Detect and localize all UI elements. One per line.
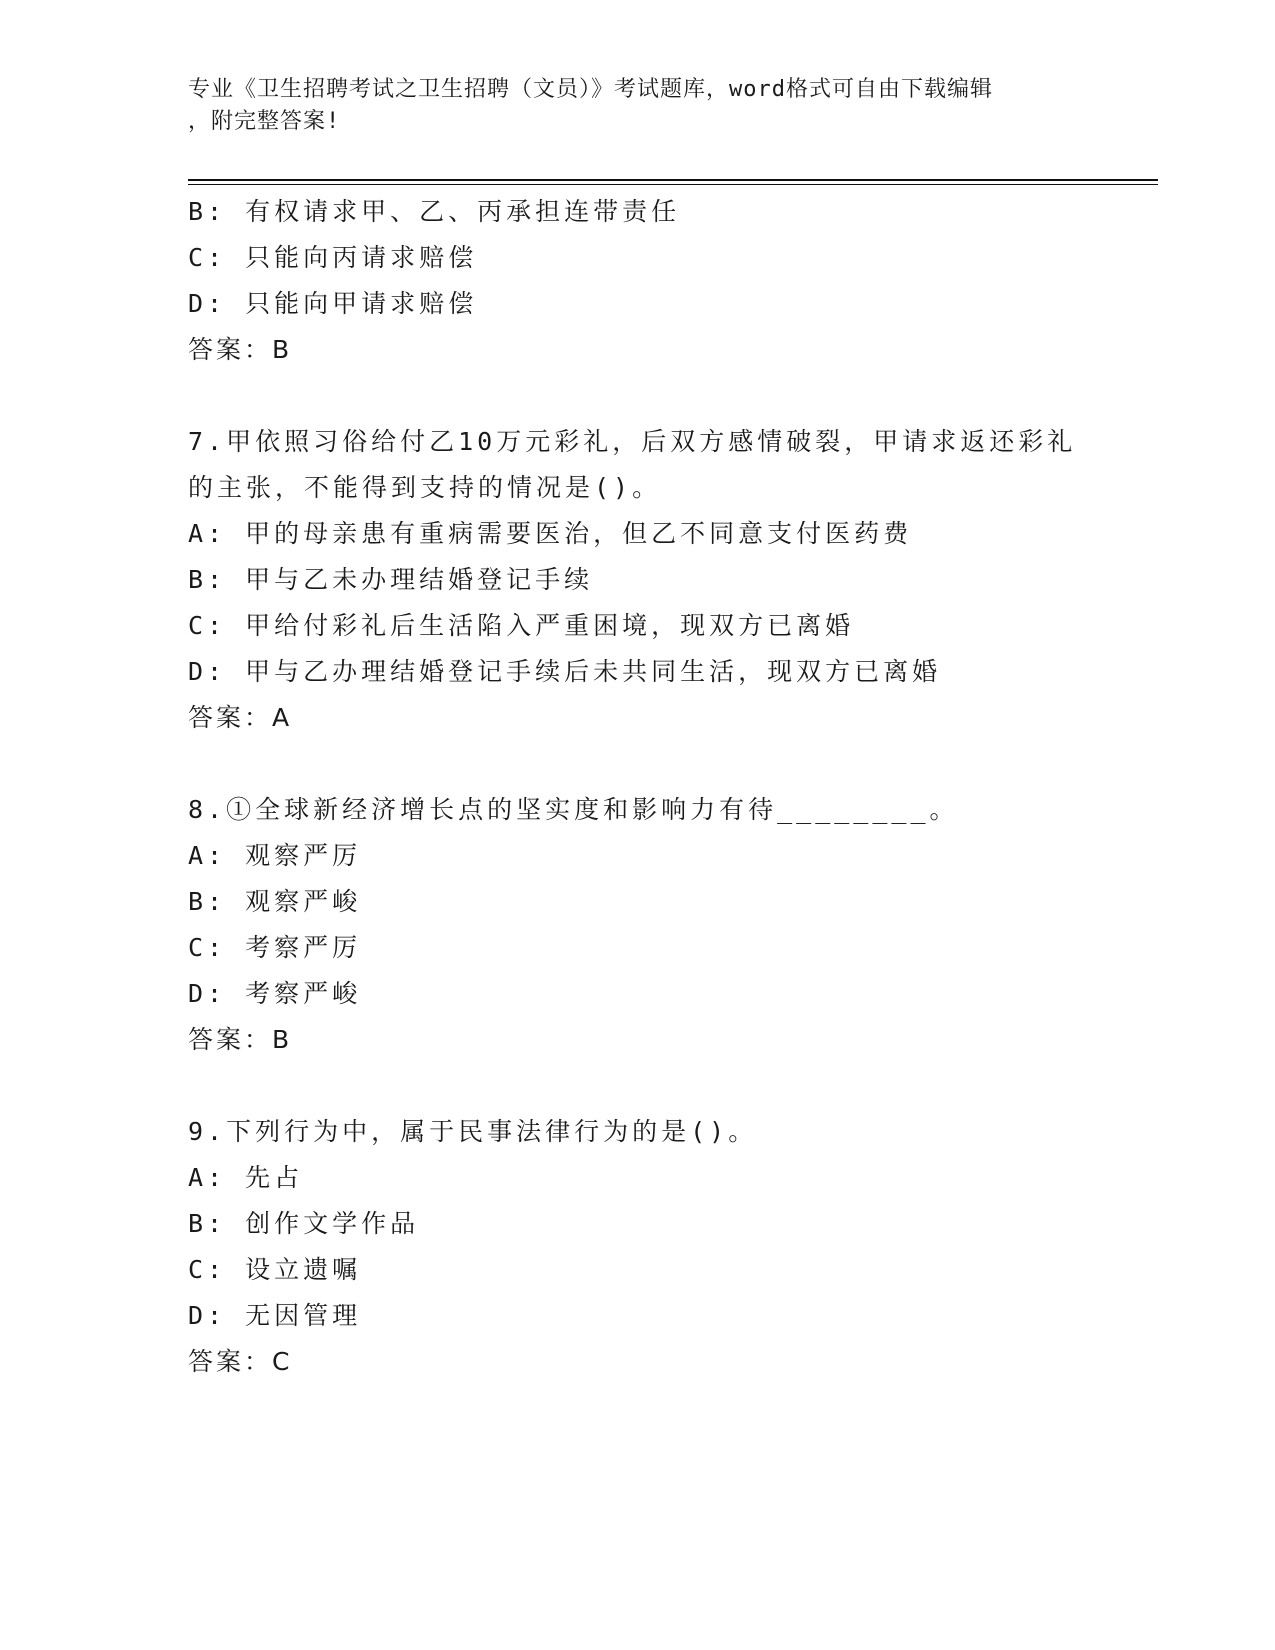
question-title-line: 的主张，不能得到支持的情况是()。 (188, 473, 662, 502)
header-line-1: 专业《卫生招聘考试之卫生招聘（文员）》考试题库，word格式可自由下载编辑 (188, 77, 993, 102)
question-9 (188, 1109, 1148, 1385)
header-divider-thin (188, 184, 1158, 185)
header-line-2: ，附完整答案! (188, 109, 341, 134)
option-d: D: 甲与乙办理结婚登记手续后未共同生活，现双方已离婚 (188, 657, 942, 686)
option-a: A: 观察严厉 (188, 841, 362, 870)
question-title-line: 7.甲依照习俗给付乙10万元彩礼，后双方感情破裂，甲请求返还彩礼 (188, 427, 1077, 456)
option-c: C: 只能向丙请求赔偿 (188, 243, 478, 272)
option-d: D: 只能向甲请求赔偿 (188, 289, 478, 318)
header-divider-thick (188, 179, 1158, 181)
option-b: B: 甲与乙未办理结婚登记手续 (188, 565, 594, 594)
question-title-line: 8.①全球新经济增长点的坚实度和影响力有待________。 (188, 795, 959, 824)
question-8 (188, 787, 1148, 1063)
option-a: A: 先占 (188, 1163, 304, 1192)
option-b: B: 有权请求甲、乙、丙承担连带责任 (188, 197, 681, 226)
question-7 (188, 419, 1148, 741)
answer-line: 答案：C (188, 1347, 293, 1376)
answer-line: 答案：A (188, 703, 293, 732)
document-header (188, 74, 1088, 138)
question-title-line: 9.下列行为中，属于民事法律行为的是()。 (188, 1117, 758, 1146)
option-c: C: 设立遗嘱 (188, 1255, 362, 1284)
option-a: A: 甲的母亲患有重病需要医治，但乙不同意支付医药费 (188, 519, 913, 548)
option-d: D: 考察严峻 (188, 979, 362, 1008)
option-b: B: 观察严峻 (188, 887, 362, 916)
answer-line: 答案：B (188, 335, 293, 364)
option-c: C: 考察严厉 (188, 933, 362, 962)
continued-question (188, 189, 1148, 373)
document-body (188, 189, 1148, 1385)
option-c: C: 甲给付彩礼后生活陷入严重困境，现双方已离婚 (188, 611, 855, 640)
answer-line: 答案：B (188, 1025, 293, 1054)
option-d: D: 无因管理 (188, 1301, 362, 1330)
option-b: B: 创作文学作品 (188, 1209, 420, 1238)
